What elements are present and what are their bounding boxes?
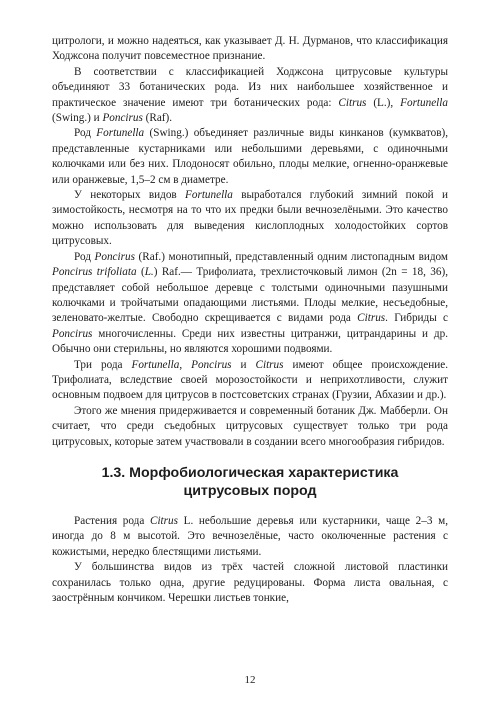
text-run: цитрологи, и можно надеяться, как указывает Д. Н. Дурманов, что классификация Ходжсона получит повсеместное признание. <box>52 35 448 63</box>
text-run: (Swing.) объединяет различные виды кинканов (кумкватов), представленные кустарниками или небольшими деревьями, с одиночными колючками или без них. Плодоносят обильно, плоды мелкие, огненно-оранжевые или оранжевые, 1,5–2 см в диаметре. <box>52 127 448 186</box>
text-run: Растения рода <box>74 514 150 527</box>
italic-term: Citrus <box>338 96 367 109</box>
text-run: ( <box>136 266 145 279</box>
text-run: и <box>231 358 256 371</box>
italic-term: Fortunella <box>400 96 448 109</box>
text-run: В соответствии с классификацией Ходжсона цитрусовые культуры объединяют 33 ботанических рода. Из них наибольшее хозяйственное и практическое значение имеют три ботанических рода: <box>52 65 448 109</box>
text-run: (L.), <box>366 96 401 109</box>
italic-term: Poncirus <box>94 250 135 263</box>
italic-term: Poncirus trifoliata <box>52 266 137 279</box>
text-run: L. небольшие деревья или кустарники, чаще 2–3 м, иногда до 8 м высотой. Это вечнозелёные, часто околюченные растения с кожистыми, нередко блестящими листьями. <box>52 514 448 558</box>
body-text-after-heading <box>52 514 448 606</box>
text-run: имеют общее происхождение. Трифолиата, вследствие своей морозостойкости и неприхотливости, служит основным подвоем для цитрусов в постсоветских странах (Грузии, Абхазии и др.). <box>52 358 448 402</box>
paragraph <box>52 560 448 606</box>
text-run: (Raf). <box>142 112 173 125</box>
italic-term: Fortunella <box>185 189 233 202</box>
text-run: . Гибриды с <box>385 312 448 325</box>
paragraph <box>52 65 448 127</box>
italic-term: Citrus <box>357 312 386 325</box>
italic-term: Fortunella <box>96 127 145 140</box>
text-run: Род <box>74 127 97 140</box>
italic-term: Citrus <box>255 358 284 371</box>
paragraph <box>52 358 448 404</box>
text-run: (Raf.) монотипный, представленный одним листопадным видом <box>134 250 449 263</box>
section-heading <box>52 464 448 500</box>
text-run: Этого же мнения придерживается и современный ботаник Дж. Мабберли. Он считает, что среди съедобных цитрусовых существует только три рода цитрусовых, которые затем участвовали в создании всего многообразия гибридов. <box>52 404 448 448</box>
text-run: , <box>179 358 192 371</box>
italic-term: Citrus <box>149 514 178 527</box>
text-run: выработался глубокий зимний покой и зимостойкость, несмотря на то что их предки были вечнозелёными. Это качество можно использовать для выведения кислоплодных холодостойких сортов цитрусовых. <box>52 189 448 248</box>
text-run: многочисленны. Среди них известны цитранжи, цитрандарины и др. Обычно они стерильны, но являются хорошими подвоями. <box>52 327 448 356</box>
section-heading-line-1: 1.3. Морфобиологическая характеристика <box>101 464 399 481</box>
italic-term: Poncirus <box>102 112 143 125</box>
page-number: 12 <box>244 674 256 686</box>
paragraph <box>52 34 448 65</box>
italic-term: L. <box>144 266 154 279</box>
text-run: ) Raf.— Трифолиата, трехлисточковый лимон (2n = 18, 36), представляет собой небольшое деревце с толстыми одиночными пазушными колючками и тройчатыми опадающими листьями. Плоды мелкие, несъедобные, зеленовато-желтые. Свободно скрещивается с видами рода <box>52 266 448 325</box>
text-run: Три рода <box>74 358 132 371</box>
section-heading-line-2: цитрусовых пород <box>183 482 317 499</box>
text-run: У большинства видов из трёх частей сложной листовой пластинки сохранилась только одна, другие редуцированы. Форма листа овальная, с заострённым кончиком. Черешки листьев тонкие, <box>52 561 448 604</box>
italic-term: Poncirus <box>52 327 93 340</box>
paragraph <box>52 250 448 358</box>
body-text-before-heading <box>52 34 448 450</box>
paragraph <box>52 188 448 250</box>
paragraph <box>52 404 448 450</box>
paragraph <box>52 126 448 188</box>
italic-term: Fortunella <box>131 358 180 371</box>
text-run: У некоторых видов <box>74 189 186 202</box>
paragraph <box>52 514 448 560</box>
italic-term: Poncirus <box>191 358 232 371</box>
text-run: (Swing.) и <box>52 112 103 125</box>
text-run: Род <box>74 250 95 263</box>
